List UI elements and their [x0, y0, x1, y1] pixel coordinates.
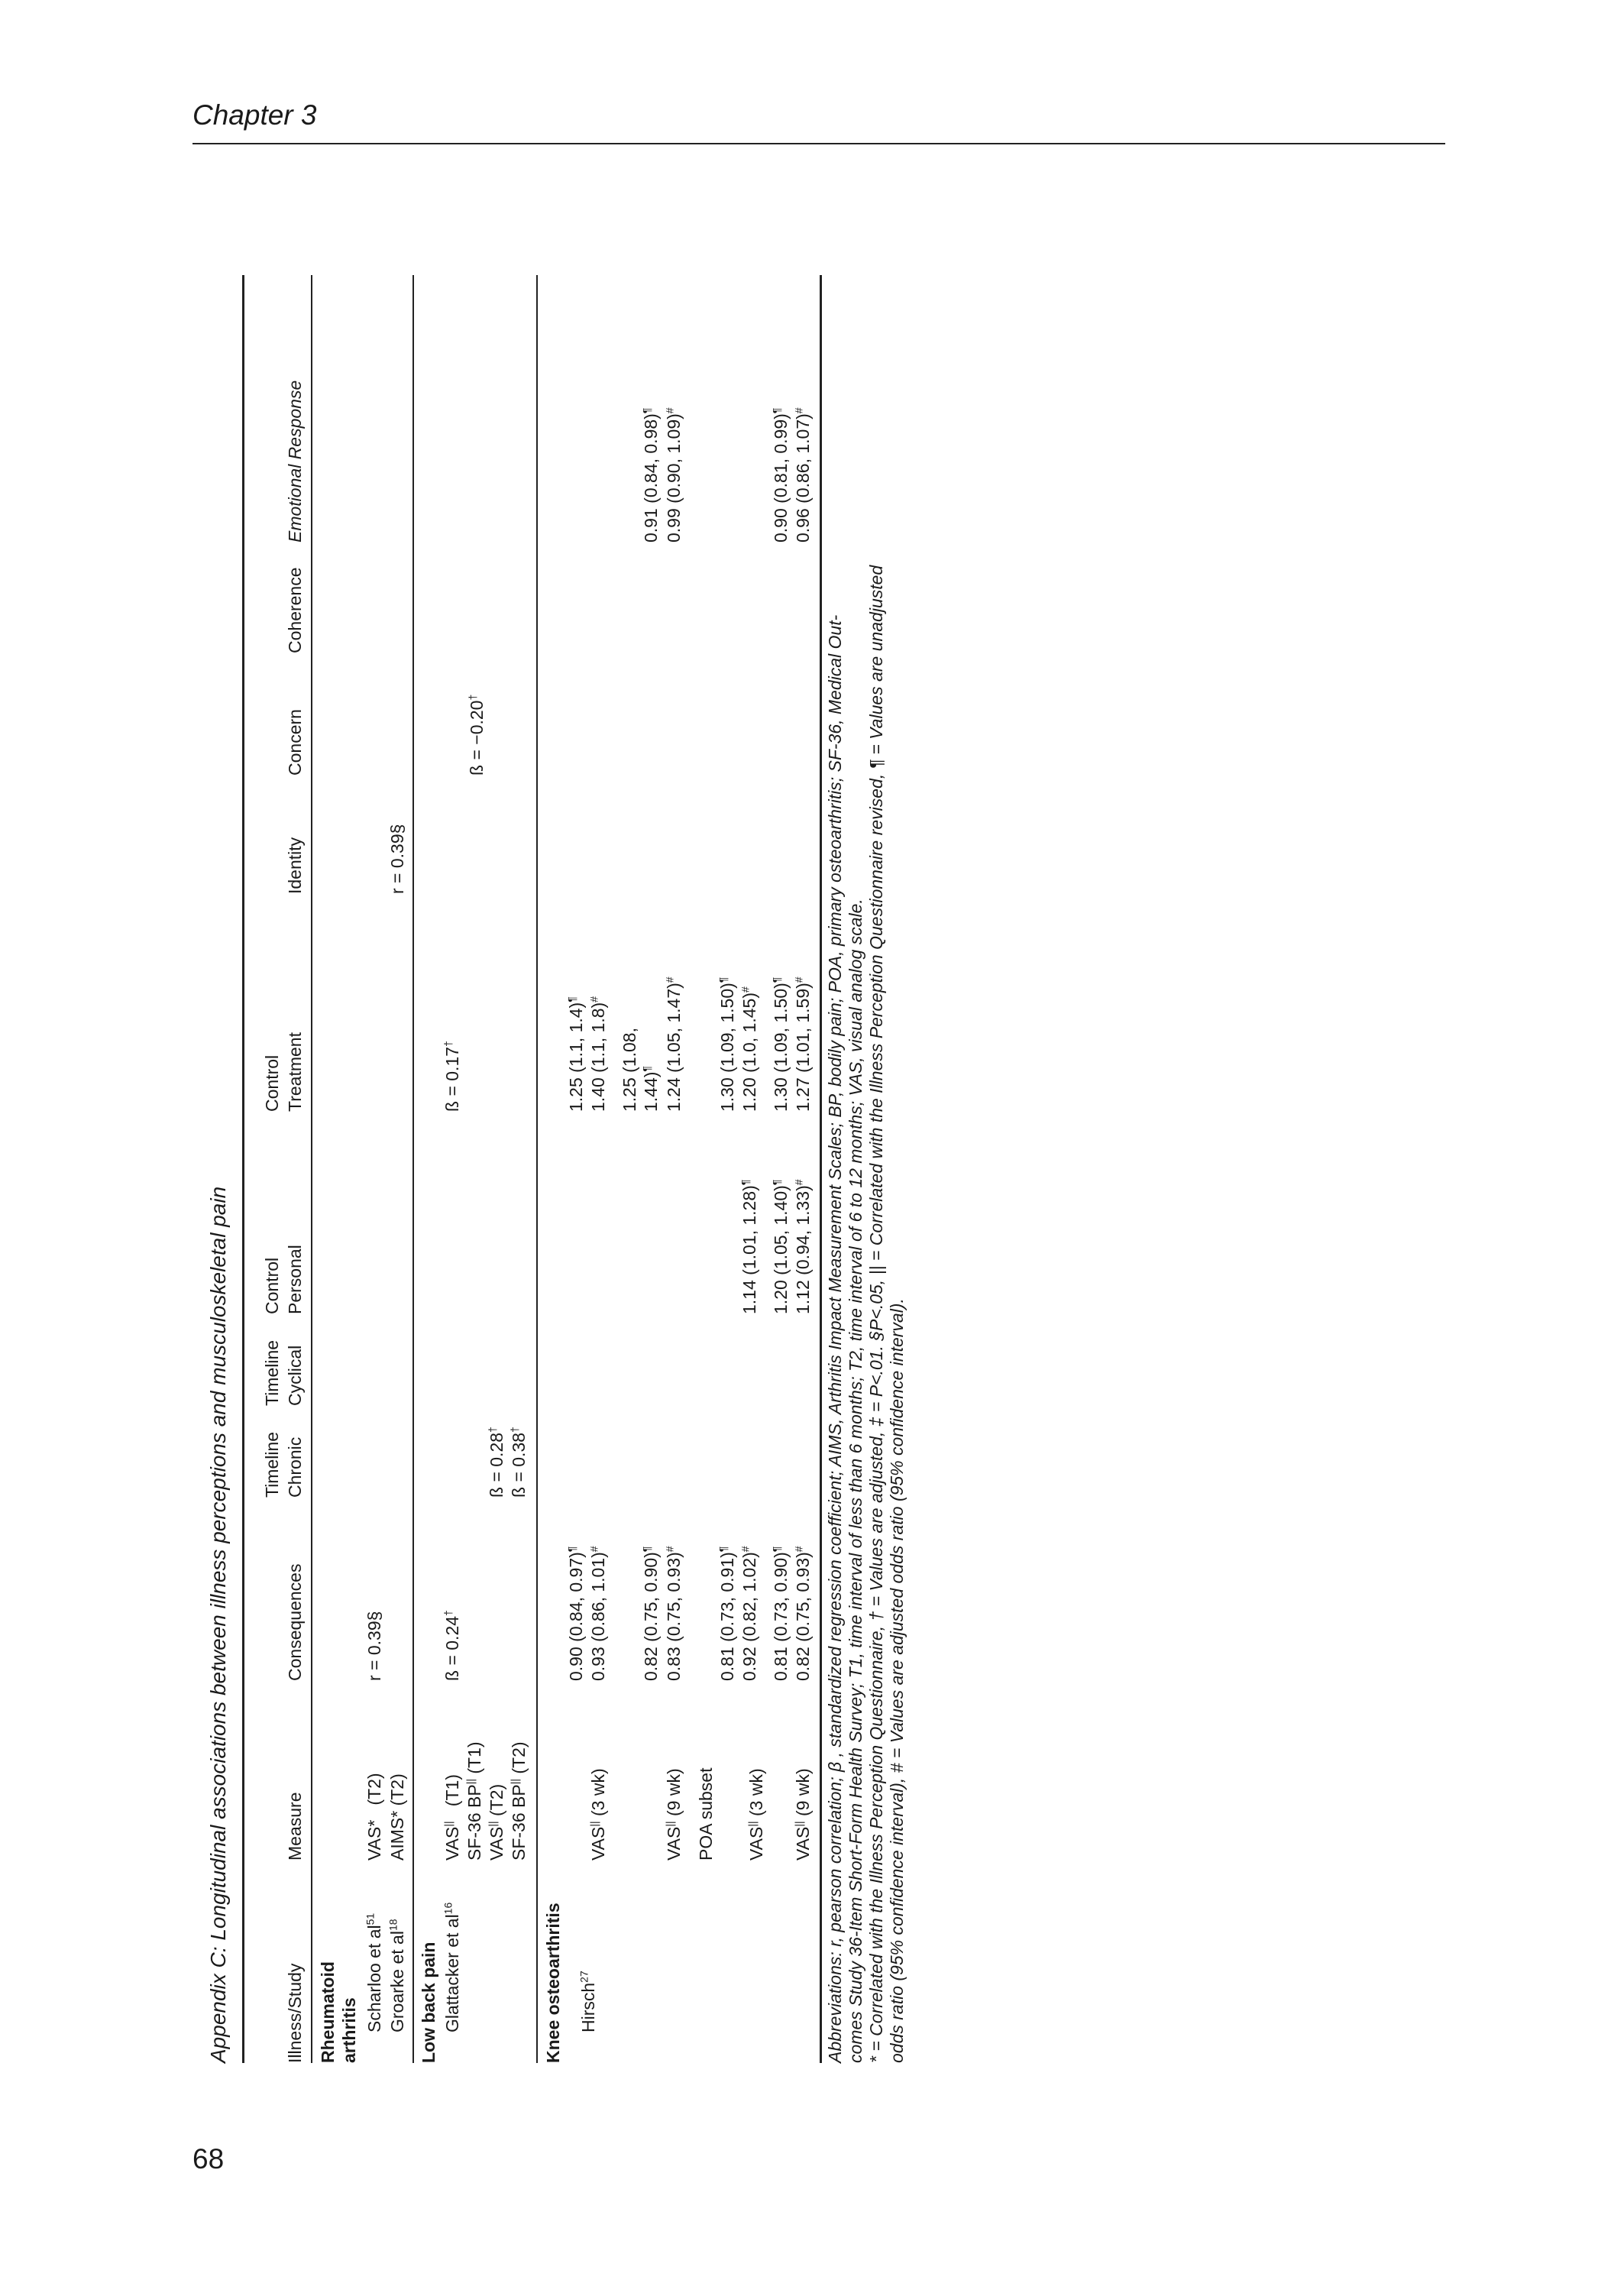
table-top-rule [242, 275, 244, 2063]
value-hirsch-ct-3b: 1.44)¶ [640, 1066, 661, 1112]
study-hirsch: Hirsch$^{27}$ [577, 1971, 598, 2032]
value-poa-cons-2: 0.92 (0.82, 1.02)# [739, 1546, 759, 1681]
measure-vas-t1: VAS|| (T1) [442, 1774, 462, 1861]
section-lbp: Low back pain [419, 1942, 438, 2063]
footnote-line-4: odds ratio (95% confidence interval), # = Values are adjusted odds ratio (95% confidence interval). [887, 1298, 907, 2063]
value-poa-emo-3: 0.90 (0.81, 0.99)¶ [770, 407, 791, 542]
measure-poa-vas-3wk: VAS|| (3 wk) [746, 1768, 766, 1861]
value-glattacker-control-treatment: ß = 0.17† [442, 1041, 462, 1112]
section-rule-2 [536, 275, 538, 2063]
value-hirsch-ct-3a: 1.25 (1.08, [620, 1028, 639, 1112]
table-caption: Appendix C: Longitudinal associations between illness perceptions and musculoskeletal pain [206, 1186, 230, 2063]
header-timeline-cyclical-2: Cyclical [285, 1345, 305, 1406]
header-control-treatment-1: Control [262, 1054, 282, 1112]
section-ra-1: Rheumatoid [318, 1961, 338, 2063]
value-hirsch-emo-3: 0.91 (0.84, 0.98)¶ [640, 407, 661, 542]
header-rule [192, 143, 1445, 144]
value-glattacker-chronic-1: ß = 0.28† [486, 1427, 506, 1498]
measure-vas-9wk: VAS|| (9 wk) [663, 1768, 684, 1861]
footnote-line-3: * = Correlated with the Illness Perception Questionnaire, † = Values are adjusted, ‡ = P<.01. §P<.05, || = Correlated with the Illness Perception Questionnaire revised, ¶ = Values are unadjusted [866, 565, 886, 2063]
value-hirsch-cons-1: 0.90 (0.84, 0.97)¶ [565, 1546, 586, 1681]
measure-vas-t2: VAS* (T2) [364, 1773, 384, 1861]
header-consequences: Consequences [285, 1563, 305, 1681]
value-poa-cons-1: 0.81 (0.73, 0.91)¶ [717, 1546, 737, 1681]
value-poa-ct-4: 1.27 (1.01, 1.59)# [792, 976, 813, 1112]
study-glattacker: Glattacker et $al^{16}$ [442, 1902, 462, 2032]
value-glattacker-chronic-2: ß = 0.38† [508, 1427, 529, 1498]
measure-vas-t2b: VAS|| (T2) [486, 1783, 506, 1861]
table-bottom-rule [820, 275, 822, 2063]
header-timeline-chronic-2: Chronic [285, 1436, 305, 1498]
section-knee: Knee osteoarthritis [543, 1903, 563, 2063]
header-rule-bottom [311, 275, 312, 2063]
footnote-line-1: Abbreviations: r, pearson correlation; β , standardized regression coefficient; AIMS, Arthritis Impact Measurement Scales; BP, bodily pain; POA, primary osteoarthritis; SF-36, Medical Out- [825, 614, 845, 2063]
measure-sf36-t2: SF-36 BP|| (T2) [508, 1741, 529, 1861]
value-poa-cp-4: 1.12 (0.94, 1.33)# [792, 1179, 813, 1314]
section-ra-2: arthritis [339, 1997, 359, 2063]
header-identity: Identity [285, 837, 305, 894]
value-hirsch-cons-3: 0.82 (0.75, 0.90)¶ [640, 1546, 661, 1681]
value-groarke-identity: r = 0.39§ [387, 824, 407, 894]
header-illness: Illness/Study [285, 1963, 305, 2063]
section-rule-1 [412, 275, 414, 2063]
header-control-personal-1: Control [262, 1257, 282, 1314]
header-emotional-response: Emotional Response [285, 380, 305, 542]
value-poa-cp-3: 1.20 (1.05, 1.40)¶ [770, 1179, 791, 1314]
study-groarke: Groarke et $al^{18}$ [387, 1919, 407, 2032]
value-poa-cons-3: 0.81 (0.73, 0.90)¶ [770, 1546, 791, 1681]
measure-poa-vas-9wk: VAS|| (9 wk) [792, 1768, 813, 1861]
table-footnote [825, 283, 907, 2063]
measure-sf36-t1: SF-36 BP|| (T1) [464, 1741, 484, 1861]
value-glattacker-concern: ß = −0.20† [466, 694, 487, 776]
header-coherence: Coherence [285, 567, 305, 653]
header-measure: Measure [285, 1792, 305, 1861]
value-glattacker-consequences: ß = 0.24† [442, 1610, 462, 1681]
rotated-table [206, 275, 1123, 2063]
value-hirsch-ct-1: 1.25 (1.1, 1.4)¶ [565, 996, 586, 1112]
study-scharloo: Scharloo et $al^{51}$ [364, 1912, 384, 2032]
value-poa-emo-4: 0.96 (0.86, 1.07)# [792, 407, 813, 542]
value-hirsch-cons-2: 0.93 (0.86, 1.01)# [587, 1546, 608, 1681]
value-hirsch-ct-4: 1.24 (1.05, 1.47)# [663, 976, 684, 1112]
header-concern: Concern [285, 709, 305, 776]
value-poa-ct-3: 1.30 (1.09, 1.50)¶ [770, 976, 791, 1112]
value-poa-cons-4: 0.82 (0.75, 0.93)# [792, 1546, 813, 1681]
footnote-line-2: comes Study 36-Item Short-Form Health Survey; T1, time interval of less than 6 months; T2, time interval of 6 to 12 months; VAS, visual analog scale. [846, 899, 865, 2063]
header-control-treatment-2: Treatment [285, 1032, 305, 1112]
value-hirsch-emo-4: 0.99 (0.90, 1.09)# [663, 407, 684, 542]
header-timeline-chronic-1: Timeline [262, 1431, 282, 1498]
measure-vas-3wk: VAS|| (3 wk) [587, 1768, 608, 1861]
measure-aims-t2: AIMS* (T2) [387, 1773, 407, 1861]
value-poa-ct-2: 1.20 (1.0, 1.45)# [739, 986, 759, 1112]
chapter-title: Chapter 3 [192, 99, 317, 131]
header-control-personal-2: Personal [285, 1245, 305, 1314]
measure-poa-subset: POA subset [696, 1767, 716, 1861]
value-poa-ct-1: 1.30 (1.09, 1.50)¶ [717, 976, 737, 1112]
value-hirsch-cons-4: 0.83 (0.75, 0.93)# [663, 1546, 684, 1681]
value-hirsch-ct-2: 1.40 (1.1, 1.8)# [587, 996, 608, 1112]
header-timeline-cyclical-1: Timeline [262, 1339, 282, 1406]
value-scharloo-consequences: r = 0.39§ [364, 1611, 384, 1681]
value-poa-cp-2: 1.14 (1.01, 1.28)¶ [739, 1179, 759, 1314]
page-number: 68 [192, 2143, 225, 2175]
